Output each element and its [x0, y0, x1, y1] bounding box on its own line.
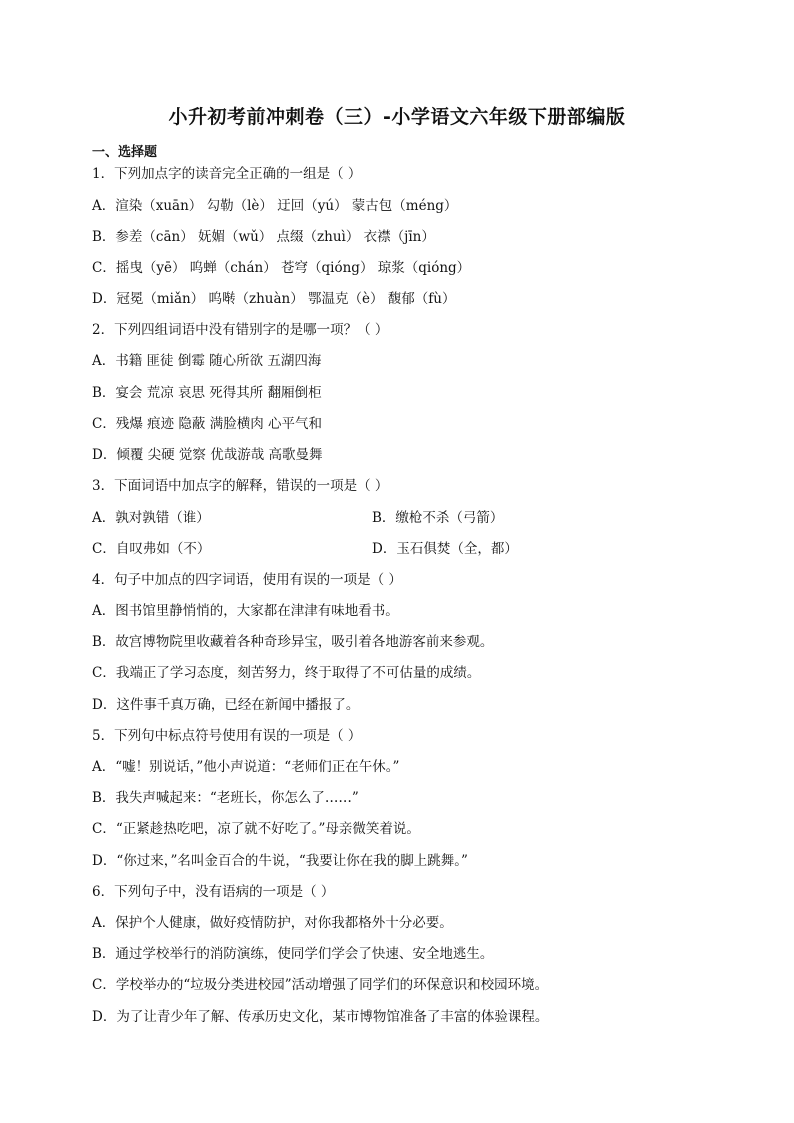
- question-2-option-c: C．残爆 痕迹 隐蔽 满脸横肉 心平气和: [92, 416, 322, 432]
- question-5-option-b: B．我失声喊起来：“老班长，你怎么了……”: [92, 790, 359, 806]
- question-5-option-d: D．“你过来，”名叫金百合的牛说，“我要让你在我的脚上跳舞。”: [92, 853, 468, 869]
- question-5-option-a: A．“嘘！别说话，”他小声说道：“老师们正在午休。”: [92, 759, 400, 775]
- question-1-option-b: B．参差（cān） 妩媚（wǔ） 点缀（zhuì） 衣襟（jīn）: [92, 229, 435, 245]
- question-2-option-d: D．倾覆 尖硬 觉察 优哉游哉 高歌曼舞: [92, 447, 323, 463]
- question-6-option-d: D．为了让青少年了解、传承历史文化，某市博物馆准备了丰富的体验课程。: [92, 1009, 549, 1025]
- question-6-option-c: C．学校举办的“垃圾分类进校园”活动增强了同学们的环保意识和校园环境。: [92, 977, 549, 993]
- question-2-option-b: B．宴会 荒凉 哀思 死得其所 翻厢倒柜: [92, 385, 322, 401]
- question-5-option-c: C．“正紧趁热吃吧，凉了就不好吃了。”母亲微笑着说。: [92, 821, 420, 837]
- section-heading: 一、选择题: [92, 145, 158, 160]
- question-4-option-b: B．故宫博物院里收藏着各种奇珍异宝，吸引着各地游客前来参观。: [92, 634, 494, 650]
- question-3-option-c: C．自叹弗如（不）: [92, 541, 211, 557]
- question-6-option-b: B．通过学校举行的消防演练，使同学们学会了快速、安全地逃生。: [92, 946, 494, 962]
- question-1-option-a: A．渲染（xuān） 勾勒（lè） 迂回（yú） 蒙古包（méng）: [92, 198, 458, 214]
- question-3-option-a: A．孰对孰错（谁）: [92, 510, 210, 526]
- question-3-stem: 3．下面词语中加点字的解释，错误的一项是（ ）: [92, 478, 389, 494]
- question-6-option-a: A．保护个人健康，做好疫情防护，对你我都格外十分必要。: [92, 915, 453, 931]
- question-4-stem: 4．句子中加点的四字词语，使用有误的一项是（ ）: [92, 572, 402, 588]
- question-1-option-c: C．摇曳（yē） 呜蝉（chán） 苍穹（qióng） 琼浆（qióng）: [92, 260, 471, 276]
- question-1-option-d: D．冠冕（miǎn） 呜啭（zhuàn） 鄂温克（è） 馥郁（fù）: [92, 291, 456, 307]
- question-5-stem: 5．下列句中标点符号使用有误的一项是（ ）: [92, 728, 362, 744]
- question-4-option-c: C．我端正了学习态度，刻苦努力，终于取得了不可估量的成绩。: [92, 665, 481, 681]
- question-1-stem: 1．下列加点字的读音完全正确的一组是（ ）: [92, 166, 362, 182]
- question-3-option-b: B．缴枪不杀（弓箭）: [372, 510, 504, 526]
- question-6-stem: 6．下列句子中，没有语病的一项是（ ）: [92, 884, 335, 900]
- document-title: 小升初考前冲刺卷（三）-小学语文六年级下册部编版: [168, 106, 626, 128]
- question-4-option-d: D．这件事千真万确，已经在新闻中播报了。: [92, 697, 360, 713]
- question-3-option-d: D．玉石俱焚（全，都）: [372, 541, 518, 557]
- question-2-option-a: A．书籍 匪徒 倒霉 随心所欲 五湖四海: [92, 353, 322, 369]
- question-2-stem: 2．下列四组词语中没有错别字的是哪一项？（ ）: [92, 322, 389, 338]
- question-4-option-a: A．图书馆里静悄悄的，大家都在津津有味地看书。: [92, 603, 399, 619]
